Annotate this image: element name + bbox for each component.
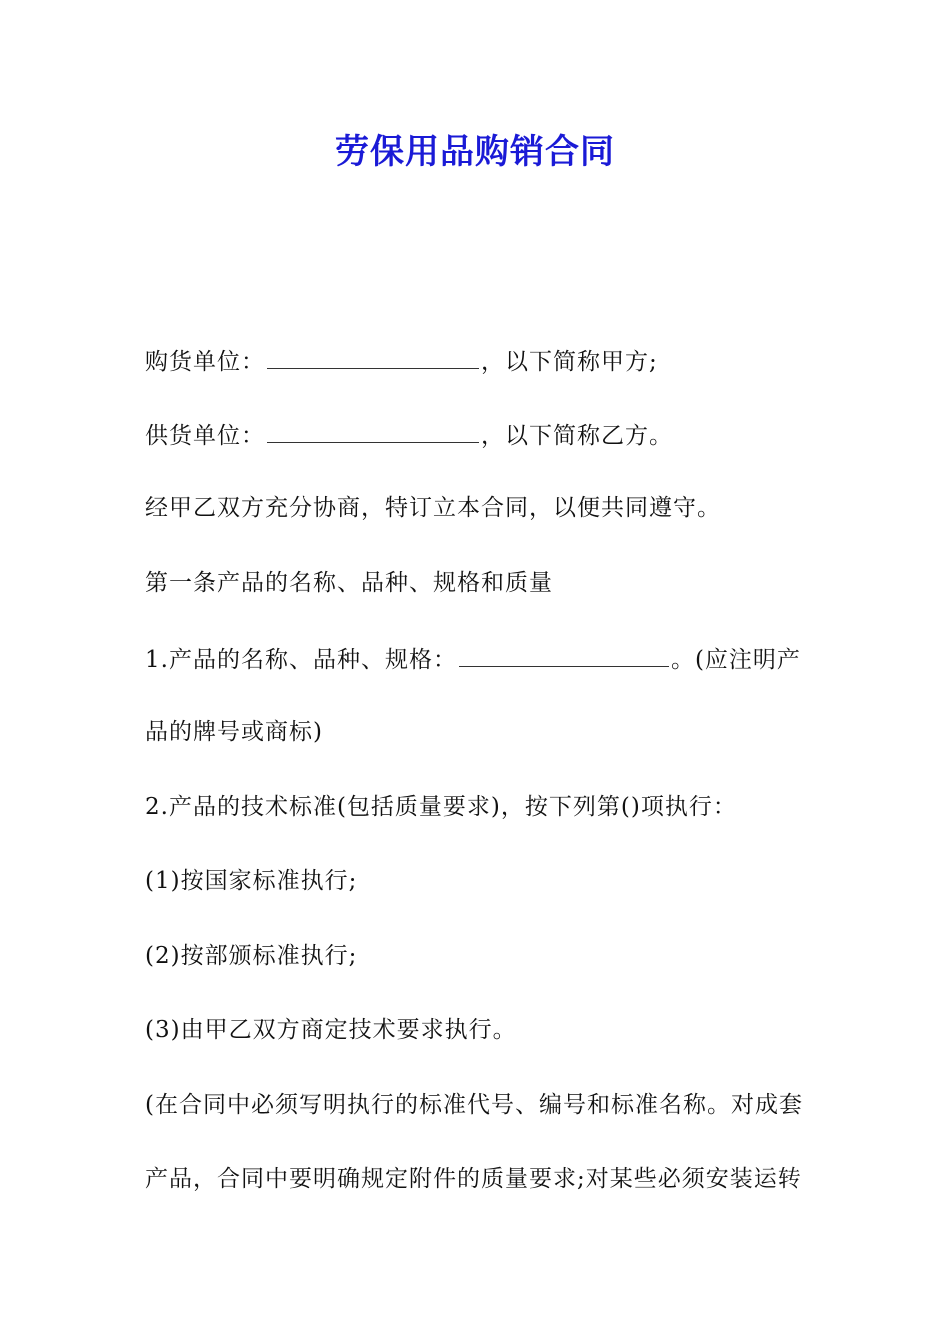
- buyer-label: 购货单位：: [145, 349, 265, 375]
- supplier-blank[interactable]: [267, 418, 479, 443]
- product-spec-suffix: 。(应注明产: [670, 647, 801, 673]
- note-paragraph-line-2: 产品，合同中要明确规定附件的质量要求;对某些必须安装运转: [145, 1166, 802, 1192]
- product-spec-continuation: 品的牌号或商标): [145, 719, 323, 745]
- standard-option-2: (2)按部颁标准执行;: [145, 943, 358, 969]
- standard-option-1: (1)按国家标准执行;: [145, 868, 358, 894]
- supplier-suffix: ，以下简称乙方。: [481, 423, 673, 449]
- product-spec-blank[interactable]: [459, 642, 669, 667]
- supplier-label: 供货单位：: [145, 423, 265, 449]
- document-title: 劳保用品购销合同: [335, 132, 615, 172]
- note-paragraph-line-1: (在合同中必须写明执行的标准代号、编号和标准名称。对成套: [145, 1092, 803, 1118]
- supplier-line: [145, 418, 815, 452]
- agreement-paragraph: 经甲乙双方充分协商，特订立本合同，以便共同遵守。: [145, 495, 721, 521]
- buyer-suffix: ，以下简称甲方;: [481, 349, 658, 375]
- standard-option-3: (3)由甲乙双方商定技术要求执行。: [145, 1017, 517, 1043]
- article-one-heading: 第一条产品的名称、品种、规格和质量: [145, 570, 553, 596]
- buyer-line: [145, 344, 815, 378]
- product-spec-label: 1.产品的名称、品种、规格：: [145, 647, 457, 673]
- product-spec-line: [145, 642, 815, 676]
- technical-standard-line: 2.产品的技术标准(包括质量要求)，按下列第()项执行：: [145, 794, 737, 820]
- buyer-blank[interactable]: [267, 344, 479, 369]
